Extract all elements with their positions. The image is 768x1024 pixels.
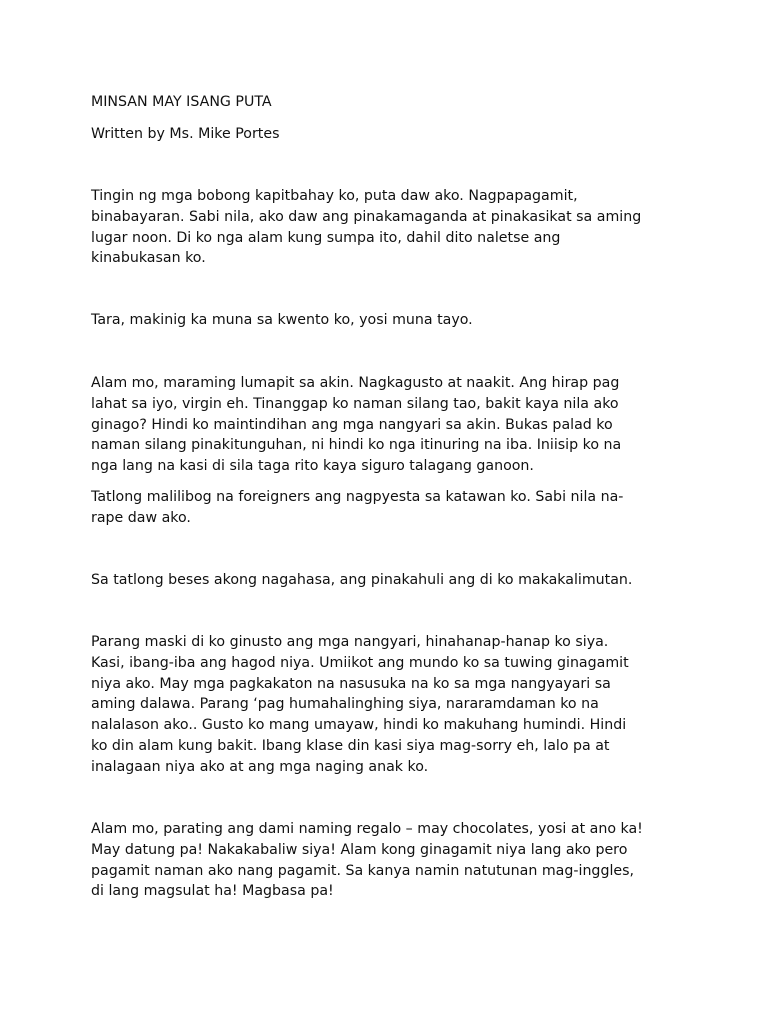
paragraph-3 [91,373,621,477]
paragraph-line: Tingin ng mga bobong kapitbahay ko, puta daw ako. Nagpapagamit, [91,188,578,204]
paragraph-6 [91,632,629,778]
paragraph-7 [91,819,643,902]
paragraph-4 [91,487,623,529]
paragraph-line: naman silang pinakitunguhan, ni hindi ko nga itinuring na iba. Iniisip ko na [91,437,622,454]
paragraph-line: aming dalawa. Parang ‘pag humahalinghing siya, nararamdaman ko na [91,696,599,713]
paragraph-line: di lang magsulat ha! Magbasa pa! [91,883,334,900]
paragraph-line: binabayaran. Sabi nila, ako daw ang pinakamaganda at pinakasikat sa aming [91,208,642,225]
paragraph-line: Parang maski di ko ginusto ang mga nangyari, hinahanap-hanap ko siya. [91,634,609,650]
paragraph-line: Alam mo, parating ang dami naming regalo – may chocolates, yosi at ano ka! [91,821,643,837]
paragraph-line: Sa tatlong beses akong nagahasa, ang pinakahuli ang di ko makakalimutan. [91,572,633,588]
paragraph-line: ko din alam kung bakit. Ibang klase din kasi siya mag-sorry eh, lalo pa at [91,737,610,754]
paragraph-line: rape daw ako. [91,509,191,526]
paragraph-line: nalalason ako.. Gusto ko mang umayaw, hindi ko makuhang humindi. Hindi [91,717,627,734]
document-title: MINSAN MAY ISANG PUTA [91,94,272,110]
paragraph-line: inalagaan niya ako at ang mga naging anak ko. [91,758,429,775]
paragraph-line: lahat sa iyo, virgin eh. Tinanggap ko naman silang tao, bakit kaya nila ako [91,395,619,412]
paragraph-line: Alam mo, maraming lumapit sa akin. Nagkagusto at naakit. Ang hirap pag [91,375,620,391]
paragraph-5 [91,570,632,591]
document-author: Written by Ms. Mike Portes [91,126,280,142]
paragraph-line: May datung pa! Nakakabaliw siya! Alam kong ginagamit niya lang ako pero [91,841,628,858]
paragraph-line: niya ako. May mga pagkakaton na nasusuka na ko sa mga nangyayari sa [91,675,611,692]
paragraph-1 [91,186,641,269]
paragraph-line: Tara, makinig ka muna sa kwento ko, yosi muna tayo. [91,312,473,328]
paragraph-line: Kasi, ibang-iba ang hagod niya. Umiikot ang mundo ko sa tuwing ginagamit [91,654,629,671]
paragraph-line: pagamit naman ako nang pagamit. Sa kanya namin natutunan mag-inggles, [91,862,635,879]
paragraph-line: ginago? Hindi ko maintindihan ang mga nangyari sa akin. Bukas palad ko [91,416,613,433]
paragraph-line: kinabukasan ko. [91,250,206,267]
paragraph-line: lugar noon. Di ko nga alam kung sumpa ito, dahil dito naletse ang [91,229,561,246]
paragraph-line: nga lang na kasi di sila taga rito kaya siguro talagang ganoon. [91,458,534,475]
paragraph-line: Tatlong malilibog na foreigners ang nagpyesta sa katawan ko. Sabi nila na- [91,489,624,505]
paragraph-2 [91,310,473,331]
